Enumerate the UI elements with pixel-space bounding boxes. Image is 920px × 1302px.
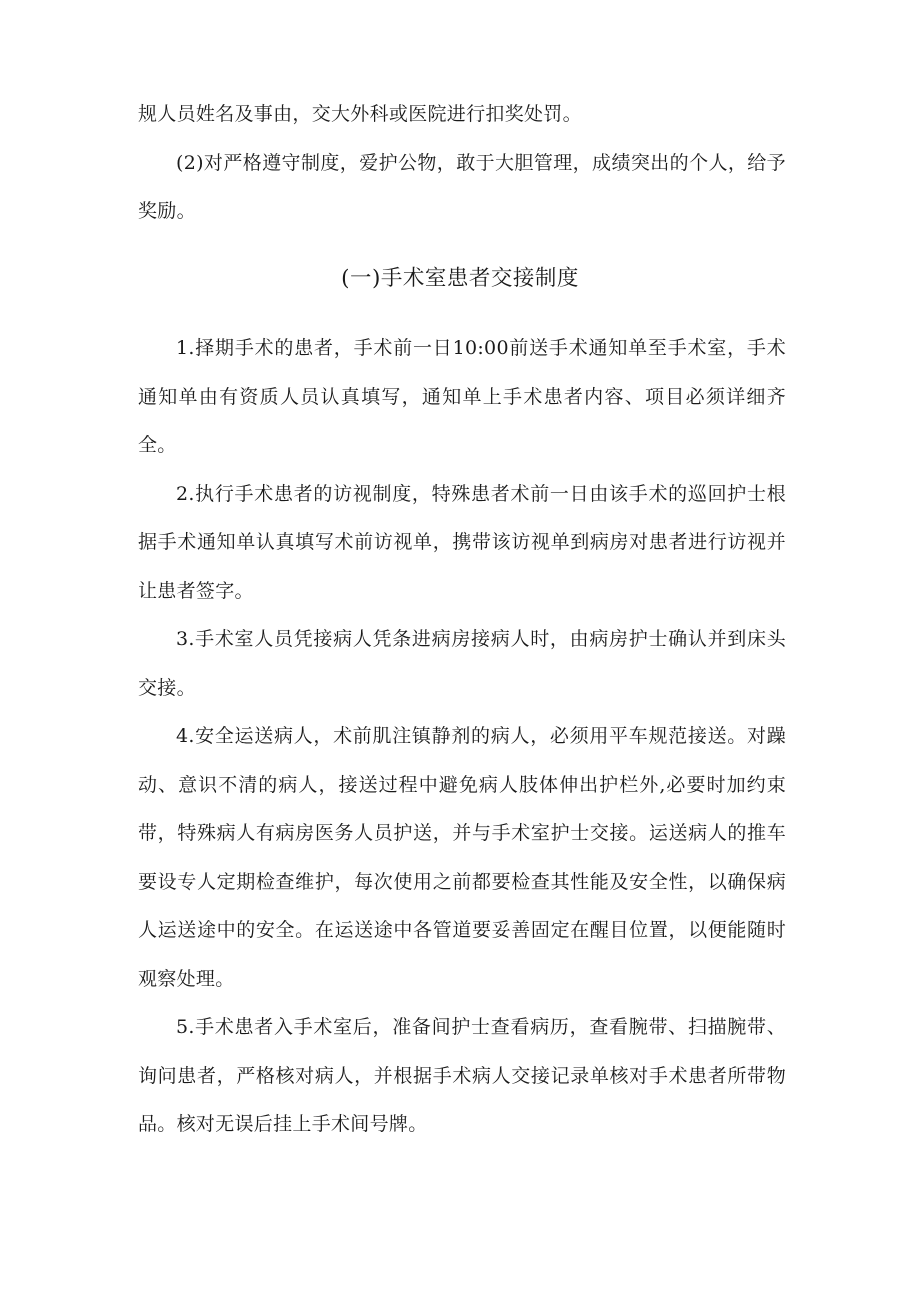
top-section bbox=[138, 90, 786, 236]
rule-paragraph-5: 5.手术患者入手术室后，准备间护士查看病历，查看腕带、扫描腕带、询问患者，严格核对病人，并根据手术病人交接记录单核对手术患者所带物品。核对无误后挂上手术间号牌。 bbox=[138, 1016, 786, 1135]
reward-paragraph: (2)对严格遵守制度，爱护公物，敢于大胆管理，成绩突出的个人，给予奖励。 bbox=[138, 151, 786, 222]
rule-paragraph-1: 1.择期手术的患者，手术前一日10:00前送手术通知单至手术室，手术通知单由有资质人员认真填写，通知单上手术患者内容、项目必须详细齐全。 bbox=[138, 337, 786, 456]
rule-paragraph-4: 4.安全运送病人，术前肌注镇静剂的病人，必须用平车规范接送。对躁动、意识不清的病人，接送过程中避免病人肢体伸出护栏外,必要时加约束带，特殊病人有病房医务人员护送，并与手术室护士交接。运送病人的推车要设专人定期检查维护，每次使用之前都要检查其性能及安全性，以确保病人运送途中的安全。在运送途中各管道要妥善固定在醒目位置，以便能随时观察处理。 bbox=[138, 725, 786, 990]
rule-paragraph-3: 3.手术室人员凭接病人凭条进病房接病人时，由病房护士确认并到床头交接。 bbox=[138, 628, 786, 699]
rule-paragraph-2: 2.执行手术患者的访视制度，特殊患者术前一日由该手术的巡回护士根据手术通知单认真填写术前访视单，携带该访视单到病房对患者进行访视并让患者签字。 bbox=[138, 482, 786, 602]
continued-paragraph: 规人员姓名及事由，交大外科或医院进行扣奖处罚。 bbox=[138, 103, 582, 125]
section-heading: (一)手术室患者交接制度 bbox=[341, 266, 579, 291]
section-body bbox=[138, 324, 786, 1149]
